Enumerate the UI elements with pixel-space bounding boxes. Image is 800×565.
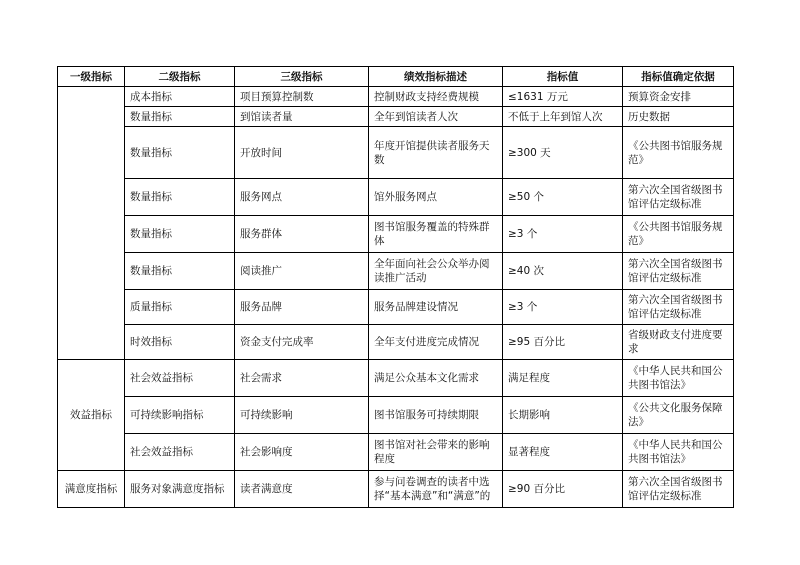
basis-cell: 历史数据	[623, 107, 734, 127]
level1-cell-benefit: 效益指标	[58, 360, 125, 471]
level2-cell: 时效指标	[125, 325, 235, 360]
basis-cell: 第六次全国省级图书馆评估定级标准	[623, 290, 734, 325]
level3-cell: 服务品牌	[235, 290, 369, 325]
level2-cell: 数量指标	[125, 107, 235, 127]
description-cell: 年度开馆提供读者服务天数	[369, 127, 503, 179]
basis-cell: 第六次全国省级图书馆评估定级标准	[623, 179, 734, 216]
table-row	[58, 360, 734, 397]
value-cell: ≥3 个	[503, 290, 623, 325]
header-level3: 三级指标	[235, 67, 369, 87]
value-cell: 不低于上年到馆人次	[503, 107, 623, 127]
basis-cell: 《公共图书馆服务规范》	[623, 216, 734, 253]
level2-cell: 数量指标	[125, 179, 235, 216]
description-cell: 服务品牌建设情况	[369, 290, 503, 325]
level2-cell: 数量指标	[125, 216, 235, 253]
header-basis: 指标值确定依据	[623, 67, 734, 87]
level2-cell: 质量指标	[125, 290, 235, 325]
level3-cell: 社会影响度	[235, 434, 369, 471]
value-cell: ≥90 百分比	[503, 471, 623, 508]
value-cell: 显著程度	[503, 434, 623, 471]
basis-cell: 《公共图书馆服务规范》	[623, 127, 734, 179]
value-cell: ≥3 个	[503, 216, 623, 253]
table-row	[58, 179, 734, 216]
table-row	[58, 471, 734, 508]
header-level2: 二级指标	[125, 67, 235, 87]
level2-cell: 社会效益指标	[125, 434, 235, 471]
level3-cell: 到馆读者量	[235, 107, 369, 127]
table-header-row	[58, 67, 734, 87]
level2-cell: 可持续影响指标	[125, 397, 235, 434]
value-cell: ≥95 百分比	[503, 325, 623, 360]
level1-cell-satisfaction: 满意度指标	[58, 471, 125, 508]
value-cell: ≥40 次	[503, 253, 623, 290]
level3-cell: 可持续影响	[235, 397, 369, 434]
performance-indicator-table	[57, 66, 734, 508]
value-cell: 满足程度	[503, 360, 623, 397]
description-cell: 满足公众基本文化需求	[369, 360, 503, 397]
level3-cell: 社会需求	[235, 360, 369, 397]
level2-cell: 成本指标	[125, 87, 235, 107]
description-cell: 全年到馆读者人次	[369, 107, 503, 127]
header-description: 绩效指标描述	[369, 67, 503, 87]
basis-cell: 第六次全国省级图书馆评估定级标准	[623, 471, 734, 508]
description-cell: 参与问卷调查的读者中选择“基本满意”和“满意”的	[369, 471, 503, 508]
value-cell: 长期影响	[503, 397, 623, 434]
level3-cell: 服务群体	[235, 216, 369, 253]
table-row	[58, 107, 734, 127]
table-row	[58, 127, 734, 179]
level2-cell: 服务对象满意度指标	[125, 471, 235, 508]
level1-cell-empty	[58, 87, 125, 360]
level3-cell: 开放时间	[235, 127, 369, 179]
description-cell: 全年面向社会公众举办阅读推广活动	[369, 253, 503, 290]
table-row	[58, 325, 734, 360]
description-cell: 图书馆服务可持续期限	[369, 397, 503, 434]
value-cell: ≥50 个	[503, 179, 623, 216]
level3-cell: 阅读推广	[235, 253, 369, 290]
value-cell: ≤1631 万元	[503, 87, 623, 107]
description-cell: 图书馆服务覆盖的特殊群体	[369, 216, 503, 253]
level2-cell: 数量指标	[125, 253, 235, 290]
level3-cell: 服务网点	[235, 179, 369, 216]
table-row	[58, 290, 734, 325]
table-row	[58, 216, 734, 253]
basis-cell: 第六次全国省级图书馆评估定级标准	[623, 253, 734, 290]
level3-cell: 资金支付完成率	[235, 325, 369, 360]
table-row	[58, 253, 734, 290]
header-value: 指标值	[503, 67, 623, 87]
level3-cell: 读者满意度	[235, 471, 369, 508]
description-cell: 馆外服务网点	[369, 179, 503, 216]
description-cell: 全年支付进度完成情况	[369, 325, 503, 360]
table-row	[58, 434, 734, 471]
basis-cell: 预算资金安排	[623, 87, 734, 107]
value-cell: ≥300 天	[503, 127, 623, 179]
description-cell: 控制财政支持经费规模	[369, 87, 503, 107]
basis-cell: 省级财政支付进度要求	[623, 325, 734, 360]
level3-cell: 项目预算控制数	[235, 87, 369, 107]
basis-cell: 《公共文化服务保障法》	[623, 397, 734, 434]
basis-cell: 《中华人民共和国公共图书馆法》	[623, 434, 734, 471]
header-level1: 一级指标	[58, 67, 125, 87]
table-row	[58, 87, 734, 107]
description-cell: 图书馆对社会带来的影响程度	[369, 434, 503, 471]
table-row	[58, 397, 734, 434]
basis-cell: 《中华人民共和国公共图书馆法》	[623, 360, 734, 397]
level2-cell: 社会效益指标	[125, 360, 235, 397]
level2-cell: 数量指标	[125, 127, 235, 179]
